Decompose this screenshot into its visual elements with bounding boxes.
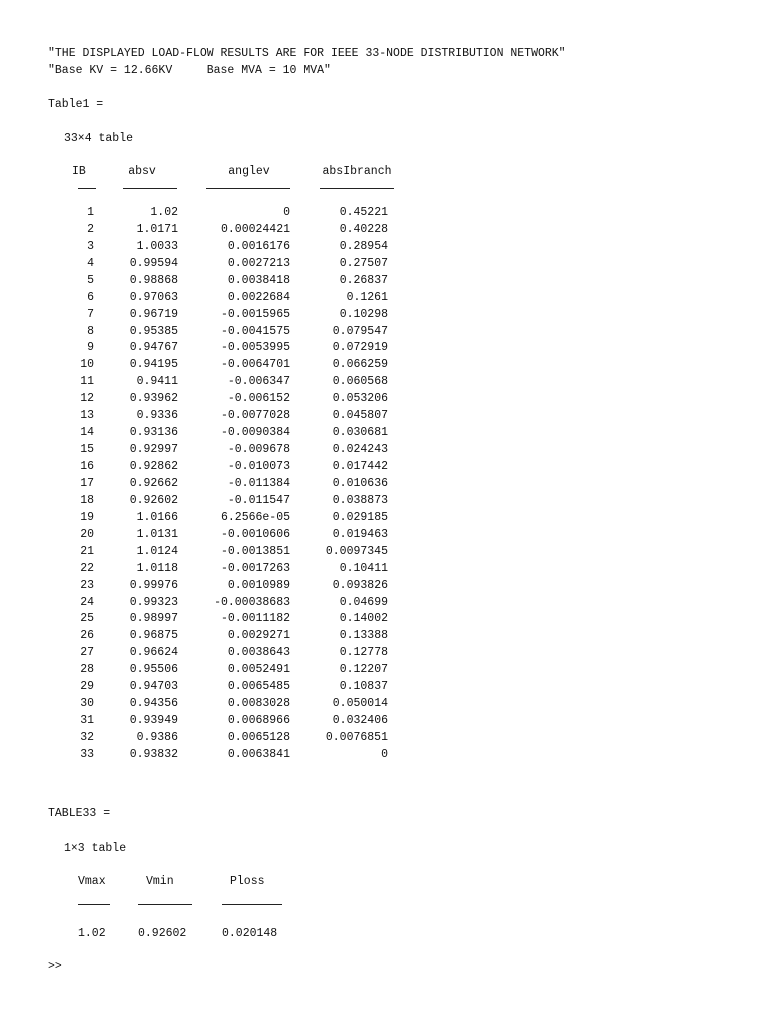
table-row: [64, 679, 388, 696]
table-row: [64, 493, 388, 510]
absv-cell: 0.99323: [129, 595, 178, 609]
ib-cell: 14: [80, 426, 94, 440]
ib-cell: 4: [87, 256, 94, 270]
ib-cell: 32: [80, 731, 94, 744]
absv-cell: 0.9411: [136, 375, 178, 389]
absv-cell: 1.0118: [136, 561, 178, 575]
ib-cell: 19: [80, 510, 94, 524]
absibranch-cell: 0.10837: [339, 680, 388, 694]
ib-cell: 28: [80, 663, 94, 677]
table1-body: [64, 205, 388, 764]
vmin-value: 0.92602: [138, 927, 187, 940]
anglev-cell: 6.2566e-05: [220, 510, 290, 524]
table-row: [64, 645, 388, 662]
absibranch-cell: 0.072919: [332, 341, 388, 355]
column-header-vmax: Vmax: [78, 875, 106, 888]
ib-cell: 9: [87, 341, 94, 355]
table-row: [64, 374, 388, 391]
absv-cell: 1.0166: [136, 510, 178, 524]
anglev-cell: 0.0022684: [227, 290, 290, 304]
absv-cell: 0.93962: [129, 392, 178, 406]
absv-cell: 1.0124: [136, 544, 178, 558]
table-row: [64, 256, 388, 273]
table33-underline-row: [64, 892, 92, 912]
ib-cell: 25: [80, 612, 94, 626]
absv-cell: 0.9386: [136, 731, 178, 744]
absv-cell: 0.94703: [129, 680, 178, 694]
absibranch-cell: 0.12778: [339, 646, 388, 660]
table-row: [64, 730, 388, 747]
anglev-cell: 0.00024421: [220, 222, 290, 236]
absibranch-cell: 0.40228: [339, 222, 388, 236]
table33-header-row: [64, 872, 265, 892]
absibranch-cell: 0.14002: [339, 612, 388, 626]
table-row: [64, 611, 388, 628]
header-underline: [222, 904, 282, 905]
table1-variable-label: Table1 =: [48, 98, 104, 111]
absv-cell: 0.93949: [129, 714, 178, 728]
table-row: [64, 357, 388, 374]
table-row: [64, 476, 388, 493]
absibranch-cell: 0.019463: [332, 527, 388, 541]
column-header-vmin: Vmin: [146, 875, 174, 888]
table-row: [64, 578, 388, 595]
header-underline: [78, 188, 96, 189]
table-row: [64, 527, 388, 544]
absv-cell: 1.0171: [136, 222, 178, 236]
anglev-cell: -0.006152: [227, 392, 290, 406]
ib-cell: 1: [87, 205, 94, 219]
table-row: [64, 340, 388, 357]
absibranch-cell: 0.053206: [332, 392, 388, 406]
absibranch-cell: 0.038873: [332, 493, 388, 507]
ib-cell: 12: [80, 392, 94, 406]
ib-cell: 17: [80, 476, 94, 490]
absibranch-cell: 0.26837: [339, 273, 388, 287]
ib-cell: 27: [80, 646, 94, 660]
anglev-cell: -0.0015965: [220, 307, 290, 321]
absibranch-cell: 0.0076851: [325, 731, 388, 744]
absibranch-cell: 0.050014: [332, 697, 388, 711]
absv-cell: 0.94195: [129, 358, 178, 372]
table-row: [64, 442, 388, 459]
table-row: [64, 425, 388, 442]
absv-cell: 0.92862: [129, 460, 178, 473]
absibranch-cell: 0.12207: [339, 663, 388, 677]
table-row: [64, 510, 388, 527]
absv-cell: 0.97063: [129, 290, 178, 304]
absv-cell: 0.96719: [129, 307, 178, 321]
absv-cell: 0.95506: [129, 663, 178, 677]
anglev-cell: 0.0068966: [227, 714, 290, 728]
header-underline: [320, 188, 394, 189]
table-row: [64, 561, 388, 578]
absv-cell: 1.0033: [136, 239, 178, 253]
absv-cell: 0.93832: [129, 747, 178, 761]
ib-cell: 31: [80, 714, 94, 728]
anglev-cell: 0.0038418: [227, 273, 290, 287]
anglev-cell: -0.010073: [227, 460, 290, 473]
absibranch-cell: 0.029185: [332, 510, 388, 524]
table-row: [64, 290, 388, 307]
table-row: [64, 459, 388, 476]
absv-cell: 0.92997: [129, 443, 178, 457]
table33-data-row: [64, 924, 278, 944]
absv-cell: 0.93136: [129, 426, 178, 440]
ib-cell: 18: [80, 493, 94, 507]
absibranch-cell: 0.45221: [339, 205, 388, 219]
absibranch-cell: 0.010636: [332, 476, 388, 490]
table-row: [64, 307, 388, 324]
ib-cell: 24: [80, 595, 94, 609]
table33: [64, 872, 278, 940]
anglev-cell: 0.0016176: [227, 239, 290, 253]
absv-cell: 0.94356: [129, 697, 178, 711]
column-header-ib: IB: [72, 165, 86, 178]
column-header-absv: absv: [128, 165, 156, 178]
ib-cell: 22: [80, 561, 94, 575]
ib-cell: 20: [80, 527, 94, 541]
absv-cell: 0.99594: [129, 256, 178, 270]
absibranch-cell: 0.079547: [332, 324, 388, 338]
ib-cell: 21: [80, 544, 94, 558]
table1-size-label: 33×4 table: [64, 132, 134, 145]
command-prompt[interactable]: >>: [48, 960, 62, 973]
absv-cell: 0.98868: [129, 273, 178, 287]
table33-size-label: 1×3 table: [64, 842, 127, 855]
absibranch-cell: 0.13388: [339, 629, 388, 643]
ib-cell: 6: [87, 290, 94, 304]
anglev-cell: -0.00038683: [214, 595, 290, 609]
table-row: [64, 205, 388, 222]
ib-cell: 10: [80, 358, 94, 372]
table-row: [64, 544, 388, 561]
absv-cell: 0.94767: [129, 341, 178, 355]
column-header-anglev: anglev: [228, 165, 270, 178]
absv-cell: 0.92602: [129, 493, 178, 507]
absibranch-cell: 0.10298: [339, 307, 388, 321]
absv-cell: 1.0131: [136, 527, 178, 541]
anglev-cell: 0: [283, 205, 290, 219]
anglev-cell: -0.011547: [227, 493, 290, 507]
table-row: [64, 324, 388, 341]
anglev-cell: -0.0077028: [220, 409, 290, 423]
absibranch-cell: 0.066259: [332, 358, 388, 372]
absv-cell: 0.95385: [129, 324, 178, 338]
absv-cell: 0.92662: [129, 476, 178, 490]
absibranch-cell: 0.045807: [332, 409, 388, 423]
ib-cell: 30: [80, 697, 94, 711]
base-values-line: "Base KV = 12.66KV Base MVA = 10 MVA": [48, 64, 331, 77]
absibranch-cell: 0.017442: [332, 460, 388, 473]
ib-cell: 13: [80, 409, 94, 423]
ib-cell: 3: [87, 239, 94, 253]
absibranch-cell: 0.024243: [332, 443, 388, 457]
absibranch-cell: 0.28954: [339, 239, 388, 253]
table-row: [64, 747, 388, 764]
table-row: [64, 408, 388, 425]
table-row: [64, 239, 388, 256]
absibranch-cell: 0.04699: [339, 595, 388, 609]
ib-cell: 5: [87, 273, 94, 287]
ib-cell: 8: [87, 324, 94, 338]
table-row: [64, 273, 388, 290]
anglev-cell: -0.0041575: [220, 324, 290, 338]
anglev-cell: -0.0017263: [220, 561, 290, 575]
absv-cell: 0.98997: [129, 612, 178, 626]
ib-cell: 2: [87, 222, 94, 236]
absibranch-cell: 0.10411: [339, 561, 388, 575]
table33-variable-label: TABLE33 =: [48, 807, 111, 820]
anglev-cell: 0.0027213: [227, 256, 290, 270]
anglev-cell: -0.0090384: [220, 426, 290, 440]
absv-cell: 1.02: [150, 205, 178, 219]
table-row: [64, 696, 388, 713]
title-line: "THE DISPLAYED LOAD-FLOW RESULTS ARE FOR IEEE 33-NODE DISTRIBUTION NETWORK": [48, 47, 566, 60]
anglev-cell: 0.0029271: [227, 629, 290, 643]
header-underline: [78, 904, 110, 905]
absv-cell: 0.96624: [129, 646, 178, 660]
ib-cell: 29: [80, 680, 94, 694]
table-row: [64, 662, 388, 679]
anglev-cell: 0.0038643: [227, 646, 290, 660]
anglev-cell: -0.0064701: [220, 358, 290, 372]
absv-cell: 0.9336: [136, 409, 178, 423]
anglev-cell: -0.0013851: [220, 544, 290, 558]
anglev-cell: 0.0083028: [227, 697, 290, 711]
anglev-cell: -0.009678: [227, 443, 290, 457]
column-header-absibranch: absIbranch: [322, 165, 392, 178]
anglev-cell: 0.0010989: [227, 578, 290, 592]
ploss-value: 0.020148: [222, 927, 278, 940]
ib-cell: 11: [80, 375, 94, 389]
anglev-cell: 0.0063841: [227, 747, 290, 761]
ib-cell: 33: [80, 747, 94, 761]
table1-header-row: [64, 164, 392, 181]
ib-cell: 23: [80, 578, 94, 592]
anglev-cell: -0.0010606: [220, 527, 290, 541]
ib-cell: 7: [87, 307, 94, 321]
table1: [64, 164, 392, 761]
absv-cell: 0.96875: [129, 629, 178, 643]
table-row: [64, 595, 388, 612]
absibranch-cell: 0: [381, 747, 388, 761]
absibranch-cell: 0.093826: [332, 578, 388, 592]
absibranch-cell: 0.032406: [332, 714, 388, 728]
table-row: [64, 391, 388, 408]
anglev-cell: -0.011384: [227, 476, 290, 490]
anglev-cell: 0.0065485: [227, 680, 290, 694]
absv-cell: 0.99976: [129, 578, 178, 592]
anglev-cell: 0.0052491: [227, 663, 290, 677]
absibranch-cell: 0.0097345: [325, 544, 388, 558]
absibranch-cell: 0.27507: [339, 256, 388, 270]
absibranch-cell: 0.030681: [332, 426, 388, 440]
header-underline: [206, 188, 290, 189]
table-row: [64, 628, 388, 645]
anglev-cell: -0.006347: [227, 375, 290, 389]
absibranch-cell: 0.1261: [346, 290, 388, 304]
table-row: [64, 222, 388, 239]
ib-cell: 26: [80, 629, 94, 643]
ib-cell: 15: [80, 443, 94, 457]
vmax-value: 1.02: [78, 927, 106, 940]
ib-cell: 16: [80, 460, 94, 473]
column-header-ploss: Ploss: [230, 875, 265, 888]
header-underline: [138, 904, 192, 905]
header-underline: [123, 188, 177, 189]
absibranch-cell: 0.060568: [332, 375, 388, 389]
anglev-cell: 0.0065128: [227, 731, 290, 744]
table-row: [64, 713, 388, 730]
anglev-cell: -0.0011182: [220, 612, 290, 626]
anglev-cell: -0.0053995: [220, 341, 290, 355]
table1-underline-row: [64, 181, 92, 201]
